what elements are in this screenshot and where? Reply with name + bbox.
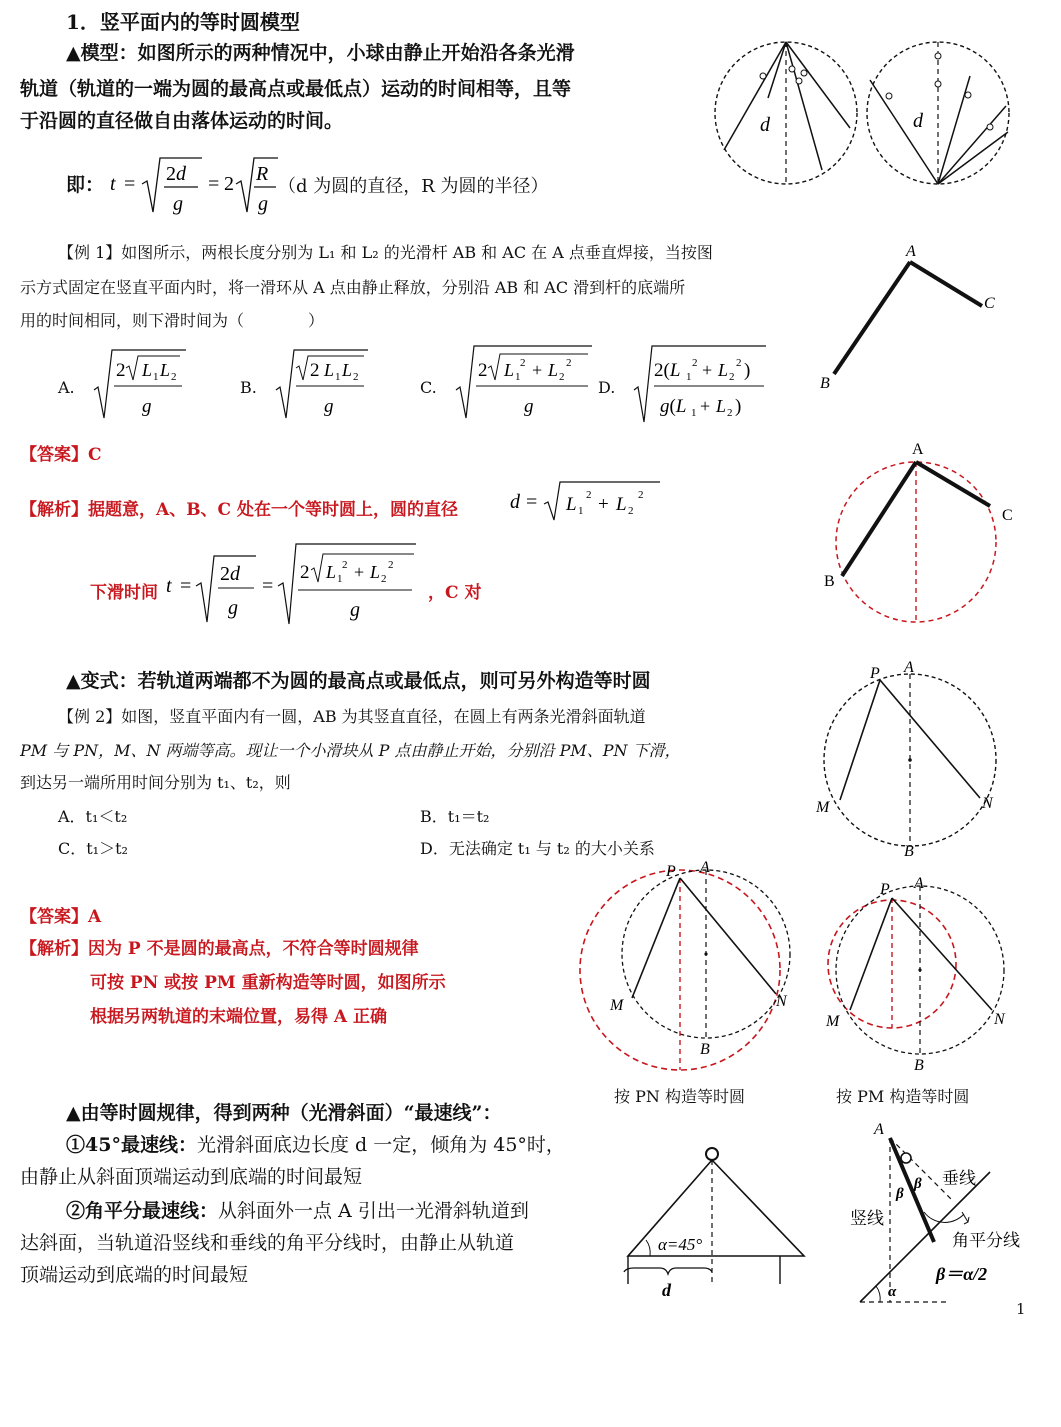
svg-text:L: L [342,360,353,380]
svg-text:=: = [526,491,538,513]
example2-line-2: PM 与 PN，M、N 两端等高。现让一个小滑块从 P 点由静止开始，分别沿 PM、PN 下滑， [20,741,681,760]
svg-text:1: 1 [691,407,697,419]
svg-text:L: L [718,360,729,380]
example2-analysis-2: 可按 PN 或按 PM 重新构造等时圆，如图所示 [90,973,446,993]
svg-text:2: 2 [729,371,735,383]
fastest-p2-heading: ②角平分最速线： [66,1200,219,1222]
example1-line-2: 示方式固定在竖直平面内时，将一滑环从 A 点由静止释放，分别沿 AB 和 AC 滑到杆的底端所 [20,278,686,297]
svg-text:2: 2 [586,489,592,501]
svg-text:A: A [904,659,914,676]
svg-text:2: 2 [727,407,733,419]
svg-text:2: 2 [638,489,644,501]
example2-line-3: 到达另一端所用时间分别为 t₁、t₂，则 [20,773,291,792]
svg-text:2: 2 [520,357,526,369]
isochronous-circles-diagram [710,40,1020,192]
svg-text:g: g [350,599,360,621]
example1-solution-diagram [820,436,1030,632]
svg-text:L: L [142,360,153,380]
svg-text:L: L [326,562,337,582]
svg-text:β: β [896,1186,904,1202]
svg-text:2: 2 [381,573,387,585]
svg-text:A: A [914,875,924,892]
svg-text:1: 1 [686,371,692,383]
caption-construct-pn: 按 PN 构造等时圆 [614,1087,745,1106]
svg-text:L: L [566,494,577,515]
svg-text:1: 1 [153,371,159,383]
svg-text:R: R [256,163,269,185]
example2-circle-diagram [810,660,1010,860]
example1-line-3: 用的时间相同，则下滑时间为（ ） [20,311,325,330]
svg-text:+: + [700,396,711,416]
svg-text:=: = [124,173,136,195]
svg-text:): ) [744,360,751,381]
example1-option-a-formula [92,346,192,422]
svg-text:2d: 2d [220,563,240,585]
svg-text:d: d [913,110,923,132]
svg-text:B: B [700,1041,710,1058]
svg-text:L: L [370,562,381,582]
fastest-p2-line-3: 顶端运动到底端的时间最短 [20,1264,249,1286]
svg-text:2: 2 [478,360,488,381]
svg-text:P: P [880,881,890,898]
svg-text:2: 2 [388,559,394,571]
page-number: 1 [1016,1300,1026,1318]
rod-ac [910,262,982,306]
svg-text:L: L [548,360,559,380]
svg-text:2: 2 [692,357,698,369]
example2-line-1: 【例 2】如图，竖直平面内有一圆，AB 为其竖直直径，在圆上有两条光滑斜面轨道 [58,707,646,726]
model-line-3: 于沿圆的直径做自由落体运动的时间。 [20,110,344,132]
fastest-title: ▲由等时圆规律，得到两种（光滑斜面）“最速线”： [66,1102,502,1124]
svg-text:g: g [228,597,238,619]
svg-text:d: d [760,114,770,136]
example1-rods-diagram [816,243,1016,396]
svg-text:2: 2 [116,360,126,381]
svg-text:L: L [616,494,627,515]
svg-text:t: t [166,575,172,597]
svg-text:竖线: 竖线 [850,1209,884,1228]
svg-text:P: P [666,863,676,880]
variant-title: ▲变式：若轨道两端都不为圆的最高点或最低点，则可另外构造等时圆 [66,670,651,692]
svg-text:B: B [820,375,830,392]
svg-text:垂线: 垂线 [942,1169,976,1188]
fastest-p2-text: 从斜面外一点 A 引出一光滑斜轨道到 [218,1200,529,1222]
svg-text:g: g [142,396,152,417]
svg-text:C: C [1002,507,1013,524]
svg-text:M: M [610,997,624,1014]
model-line-1: ▲模型：如图所示的两种情况中，小球由静止开始沿各条光滑 [66,42,575,64]
svg-text:L: L [716,396,727,416]
example1-option-c-formula [454,342,596,422]
example2-option-d: D．无法确定 t₁ 与 t₂ 的大小关系 [420,839,655,858]
svg-text:B: B [824,573,835,590]
example2-option-b: B．t₁＝t₂ [420,807,490,826]
example1-option-c-label: C. [420,378,437,397]
svg-text:2: 2 [353,371,359,383]
svg-text:P: P [870,665,880,682]
svg-text:g: g [258,193,268,215]
svg-text:N: N [776,993,787,1010]
svg-text:g: g [524,396,534,417]
svg-text:2: 2 [224,173,234,195]
example2-option-a: A．t₁＜t₂ [58,807,128,826]
svg-text:2: 2 [559,371,565,383]
svg-text:A: A [912,441,924,458]
svg-text:2: 2 [171,371,177,383]
rod-ab [834,262,910,374]
example1-option-a-label: A. [58,378,75,397]
example2-analysis-3: 根据另两轨道的末端位置，易得 A 正确 [90,1007,388,1027]
model-line-2: 轨道（轨道的一端为圆的最高点或最低点）运动的时间相等，且等 [20,78,572,100]
svg-text:d: d [510,491,520,513]
svg-text:N: N [982,795,993,812]
svg-text:+: + [702,360,713,380]
svg-text:2(L: 2(L [654,360,681,381]
svg-text:g(L: g(L [660,396,687,417]
svg-text:): ) [735,396,742,417]
example1-option-d-formula [632,342,772,426]
svg-text:M: M [826,1013,840,1030]
svg-text:+: + [532,360,543,380]
svg-text:=: = [262,575,274,597]
svg-text:=: = [208,173,220,195]
svg-text:B: B [904,843,914,860]
svg-text:2: 2 [736,357,742,369]
svg-text:1: 1 [335,371,341,383]
example1-option-d-label: D. [598,378,616,397]
svg-text:L: L [160,360,171,380]
svg-text:N: N [994,1011,1005,1028]
construct-pm-diagram [820,870,1030,1076]
diameter-formula [510,476,670,526]
svg-text:α=45°: α=45° [658,1235,703,1254]
incline-45-diagram [620,1144,810,1304]
example1-option-b-label: B. [240,378,257,397]
svg-text:β＝α/2: β＝α/2 [936,1264,988,1284]
svg-text:L: L [324,360,335,380]
svg-text:M: M [816,799,830,816]
svg-text:A: A [906,243,916,260]
example2-option-c: C．t₁＞t₂ [58,839,128,858]
svg-text:α: α [888,1284,897,1300]
svg-text:1: 1 [578,505,584,517]
svg-text:C: C [984,295,995,312]
svg-text:+: + [354,562,365,582]
svg-text:+: + [598,494,609,515]
svg-text:2: 2 [628,505,634,517]
svg-text:g: g [173,193,183,215]
svg-text:1: 1 [515,371,521,383]
svg-text:2: 2 [566,357,572,369]
section-title: 1．竖平面内的等时圆模型 [66,10,300,34]
construct-pn-diagram [576,856,786,1076]
slide-time-formula [166,540,426,630]
example1-line-1: 【例 1】如图所示，两根长度分别为 L₁ 和 L₂ 的光滑杆 AB 和 AC 在 A 点垂直焊接，当按图 [58,243,713,262]
svg-text:β: β [914,1176,922,1192]
svg-text:角平分线: 角平分线 [952,1231,1020,1250]
svg-text:g: g [324,396,334,417]
formula-prefix: 即： [66,174,105,196]
fastest-p1-heading: ①45°最速线： [66,1134,197,1156]
formula-note: （d 为圆的直径，R 为圆的半径） [278,176,549,197]
svg-text:2d: 2d [166,163,186,185]
example1-option-b-formula [274,346,374,422]
svg-text:2: 2 [310,360,320,381]
svg-text:A: A [700,859,710,876]
example1-analysis-conclusion: ，C 对 [428,583,482,603]
example2-answer: 【答案】A [20,907,102,927]
example1-analysis-time: 下滑时间 [90,583,158,603]
svg-text:A: A [874,1121,884,1138]
fastest-p1-line-2: 由静止从斜面顶端运动到底端的时间最短 [20,1166,363,1188]
svg-text:t: t [110,173,116,195]
svg-text:=: = [180,575,192,597]
svg-text:B: B [914,1057,924,1074]
fastest-p1-text: 光滑斜面底边长度 d 一定，倾角为 45°时， [196,1134,565,1156]
svg-text:d: d [662,1280,671,1300]
svg-text:2: 2 [342,559,348,571]
example1-analysis: 【解析】据题意，A、B、C 处在一个等时圆上，圆的直径 [20,500,459,520]
angle-bisector-diagram [850,1118,1050,1308]
svg-text:L: L [504,360,515,380]
fastest-p2-line-2: 达斜面，当轨道沿竖线和垂线的角平分线时，由静止从轨道 [20,1232,515,1254]
example1-answer: 【答案】C [20,445,102,465]
svg-text:1: 1 [337,573,343,585]
example2-analysis-1: 【解析】因为 P 不是圆的最高点，不符合等时圆规律 [20,939,419,959]
formula-t-equals [110,150,280,222]
caption-construct-pm: 按 PM 构造等时圆 [836,1087,970,1106]
svg-text:2: 2 [300,562,310,583]
